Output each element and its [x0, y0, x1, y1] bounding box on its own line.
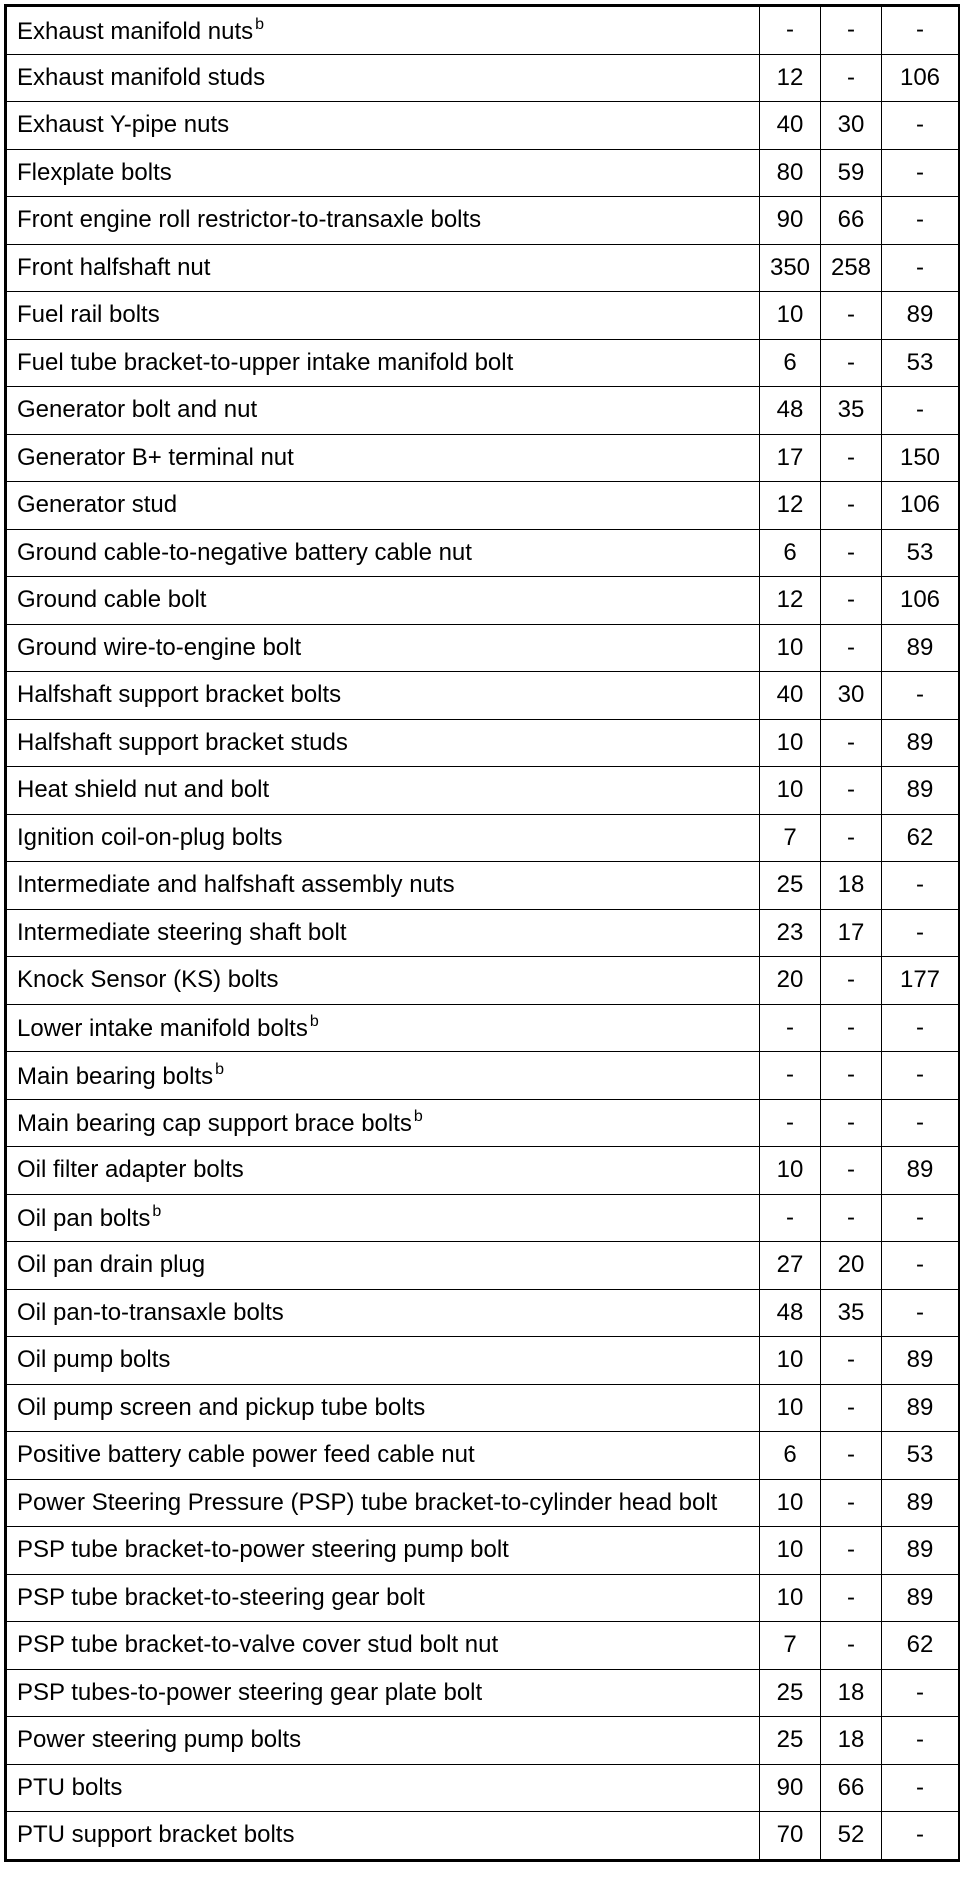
nm-value-cell: 12 — [760, 482, 821, 530]
lbin-value-cell: 62 — [882, 814, 960, 862]
component-cell — [6, 1099, 760, 1147]
component-cell — [6, 1622, 760, 1670]
nm-value-cell: 40 — [760, 672, 821, 720]
nm-value-cell: 10 — [760, 1574, 821, 1622]
lbft-value-cell: 30 — [821, 102, 882, 150]
lbft-value-cell: - — [821, 482, 882, 530]
component-cell — [6, 719, 760, 767]
component-cell — [6, 1337, 760, 1385]
lbin-value-cell: 106 — [882, 577, 960, 625]
component-cell — [6, 957, 760, 1005]
table-row — [6, 1764, 960, 1812]
lbin-value-cell: - — [882, 1289, 960, 1337]
lbin-value-cell: 106 — [882, 482, 960, 530]
torque-spec-table — [4, 4, 960, 1862]
lbin-value-cell: 89 — [882, 719, 960, 767]
lbft-value-cell: - — [821, 1479, 882, 1527]
table-row — [6, 1337, 960, 1385]
lbft-value-cell: 66 — [821, 1764, 882, 1812]
nm-value-cell: - — [760, 1004, 821, 1052]
lbft-value-cell: 66 — [821, 197, 882, 245]
table-row — [6, 1194, 960, 1242]
component-label: Oil pump screen and pickup tube bolts — [17, 1393, 426, 1421]
component-cell — [6, 1052, 760, 1100]
lbin-value-cell: - — [882, 909, 960, 957]
table-row — [6, 1384, 960, 1432]
component-label: Flexplate bolts — [17, 158, 172, 186]
nm-value-cell: 25 — [760, 1717, 821, 1765]
table-row — [6, 909, 960, 957]
lbft-value-cell: 18 — [821, 1717, 882, 1765]
lbin-value-cell: 53 — [882, 1432, 960, 1480]
table-row — [6, 6, 960, 55]
component-cell — [6, 1194, 760, 1242]
lbin-value-cell: 89 — [882, 1147, 960, 1195]
table-row — [6, 719, 960, 767]
component-label: Ground cable bolt — [17, 586, 207, 614]
component-label: PTU bolts — [17, 1773, 123, 1801]
lbft-value-cell: - — [821, 957, 882, 1005]
nm-value-cell: 6 — [760, 339, 821, 387]
nm-value-cell: 27 — [760, 1242, 821, 1290]
lbin-value-cell: - — [882, 244, 960, 292]
component-cell — [6, 387, 760, 435]
lbft-value-cell: 258 — [821, 244, 882, 292]
table-row — [6, 1669, 960, 1717]
table-row — [6, 292, 960, 340]
footnote-marker: b — [255, 15, 265, 33]
nm-value-cell: 12 — [760, 54, 821, 102]
lbin-value-cell: - — [882, 1764, 960, 1812]
lbin-value-cell: 89 — [882, 1384, 960, 1432]
nm-value-cell: 20 — [760, 957, 821, 1005]
lbin-value-cell: 89 — [882, 1337, 960, 1385]
lbft-value-cell: 35 — [821, 1289, 882, 1337]
component-cell — [6, 482, 760, 530]
component-cell — [6, 767, 760, 815]
component-cell — [6, 1764, 760, 1812]
component-label: Generator B+ terminal nut — [17, 443, 294, 471]
nm-value-cell: - — [760, 1194, 821, 1242]
lbft-value-cell: - — [821, 767, 882, 815]
component-label: Front engine roll restrictor-to-transaxle bolts — [17, 206, 482, 234]
component-label: Halfshaft support bracket bolts — [17, 681, 342, 709]
nm-value-cell: 10 — [760, 624, 821, 672]
footnote-marker: b — [152, 1203, 162, 1221]
lbin-value-cell: - — [882, 387, 960, 435]
lbft-value-cell: 20 — [821, 1242, 882, 1290]
lbft-value-cell: - — [821, 1052, 882, 1100]
lbin-value-cell: 150 — [882, 434, 960, 482]
component-cell — [6, 624, 760, 672]
component-cell — [6, 149, 760, 197]
nm-value-cell: 10 — [760, 1479, 821, 1527]
lbin-value-cell: - — [882, 1669, 960, 1717]
component-label: Heat shield nut and bolt — [17, 776, 270, 804]
nm-value-cell: 10 — [760, 1527, 821, 1575]
nm-value-cell: 10 — [760, 1337, 821, 1385]
lbin-value-cell: - — [882, 102, 960, 150]
component-label: Lower intake manifold bolts — [17, 1015, 308, 1043]
table-row — [6, 1242, 960, 1290]
lbft-value-cell: 35 — [821, 387, 882, 435]
table-row — [6, 387, 960, 435]
component-cell — [6, 909, 760, 957]
lbft-value-cell: - — [821, 719, 882, 767]
footnote-marker: b — [309, 1013, 319, 1031]
component-label: Fuel rail bolts — [17, 301, 160, 329]
lbin-value-cell: - — [882, 1194, 960, 1242]
lbin-value-cell: 89 — [882, 1527, 960, 1575]
table-row — [6, 767, 960, 815]
component-label: Halfshaft support bracket studs — [17, 728, 348, 756]
lbin-value-cell: - — [882, 1004, 960, 1052]
lbin-value-cell: 89 — [882, 292, 960, 340]
lbft-value-cell: 52 — [821, 1812, 882, 1861]
component-cell — [6, 102, 760, 150]
lbft-value-cell: 18 — [821, 1669, 882, 1717]
lbin-value-cell: 177 — [882, 957, 960, 1005]
lbft-value-cell: - — [821, 1004, 882, 1052]
lbft-value-cell: - — [821, 1337, 882, 1385]
nm-value-cell: 25 — [760, 1669, 821, 1717]
component-cell — [6, 1574, 760, 1622]
nm-value-cell: 7 — [760, 814, 821, 862]
lbin-value-cell: - — [882, 1052, 960, 1100]
lbft-value-cell: - — [821, 1527, 882, 1575]
lbft-value-cell: - — [821, 292, 882, 340]
lbin-value-cell: 53 — [882, 339, 960, 387]
component-cell — [6, 1004, 760, 1052]
component-label: Ground wire-to-engine bolt — [17, 633, 302, 661]
table-row — [6, 529, 960, 577]
nm-value-cell: 90 — [760, 197, 821, 245]
component-cell — [6, 1432, 760, 1480]
table-row — [6, 862, 960, 910]
lbft-value-cell: 30 — [821, 672, 882, 720]
component-cell — [6, 54, 760, 102]
nm-value-cell: 17 — [760, 434, 821, 482]
component-cell — [6, 672, 760, 720]
component-cell — [6, 1479, 760, 1527]
component-label: Generator bolt and nut — [17, 396, 258, 424]
component-cell — [6, 339, 760, 387]
table-row — [6, 1147, 960, 1195]
table-row — [6, 1622, 960, 1670]
table-row — [6, 1052, 960, 1100]
component-label: PTU support bracket bolts — [17, 1821, 295, 1849]
lbft-value-cell: - — [821, 6, 882, 55]
component-label: PSP tube bracket-to-steering gear bolt — [17, 1583, 425, 1611]
lbft-value-cell: - — [821, 54, 882, 102]
nm-value-cell: 350 — [760, 244, 821, 292]
lbft-value-cell: - — [821, 577, 882, 625]
nm-value-cell: 10 — [760, 767, 821, 815]
nm-value-cell: 10 — [760, 1384, 821, 1432]
lbin-value-cell: - — [882, 6, 960, 55]
lbin-value-cell: - — [882, 149, 960, 197]
component-label: Main bearing bolts — [17, 1062, 214, 1090]
table-row — [6, 1717, 960, 1765]
component-label: Oil pump bolts — [17, 1346, 171, 1374]
torque-spec-body — [6, 6, 960, 1861]
component-cell — [6, 1812, 760, 1861]
lbin-value-cell: - — [882, 862, 960, 910]
component-label: Knock Sensor (KS) bolts — [17, 966, 279, 994]
lbin-value-cell: - — [882, 1099, 960, 1147]
table-row — [6, 624, 960, 672]
table-row — [6, 577, 960, 625]
table-row — [6, 957, 960, 1005]
component-label: Oil pan bolts — [17, 1205, 151, 1233]
nm-value-cell: 25 — [760, 862, 821, 910]
footnote-marker: b — [215, 1060, 225, 1078]
nm-value-cell: 23 — [760, 909, 821, 957]
component-cell — [6, 6, 760, 55]
nm-value-cell: 48 — [760, 387, 821, 435]
table-row — [6, 197, 960, 245]
table-row — [6, 482, 960, 530]
component-label: Power Steering Pressure (PSP) tube bracket-to-cylinder head bolt — [17, 1488, 718, 1516]
component-cell — [6, 244, 760, 292]
table-row — [6, 102, 960, 150]
component-label: Intermediate and halfshaft assembly nuts — [17, 871, 455, 899]
nm-value-cell: 12 — [760, 577, 821, 625]
lbin-value-cell: 89 — [882, 1479, 960, 1527]
component-label: Front halfshaft nut — [17, 253, 211, 281]
component-label: Ignition coil-on-plug bolts — [17, 823, 283, 851]
lbin-value-cell: - — [882, 1812, 960, 1861]
lbft-value-cell: - — [821, 1384, 882, 1432]
component-cell — [6, 1527, 760, 1575]
lbin-value-cell: 106 — [882, 54, 960, 102]
nm-value-cell: 6 — [760, 529, 821, 577]
lbft-value-cell: - — [821, 624, 882, 672]
table-row — [6, 1812, 960, 1861]
lbin-value-cell: 89 — [882, 624, 960, 672]
nm-value-cell: 90 — [760, 1764, 821, 1812]
component-cell — [6, 434, 760, 482]
table-row — [6, 434, 960, 482]
lbft-value-cell: - — [821, 1147, 882, 1195]
table-row — [6, 1289, 960, 1337]
component-cell — [6, 862, 760, 910]
nm-value-cell: 10 — [760, 719, 821, 767]
lbin-value-cell: - — [882, 672, 960, 720]
table-row — [6, 814, 960, 862]
component-label: Generator stud — [17, 491, 178, 519]
component-label: Ground cable-to-negative battery cable nut — [17, 538, 472, 566]
nm-value-cell: - — [760, 1099, 821, 1147]
lbin-value-cell: 53 — [882, 529, 960, 577]
nm-value-cell: 6 — [760, 1432, 821, 1480]
component-cell — [6, 1717, 760, 1765]
component-cell — [6, 1242, 760, 1290]
lbin-value-cell: - — [882, 1242, 960, 1290]
component-label: PSP tube bracket-to-valve cover stud bolt nut — [17, 1631, 499, 1659]
component-label: Oil filter adapter bolts — [17, 1156, 244, 1184]
component-cell — [6, 1147, 760, 1195]
nm-value-cell: 80 — [760, 149, 821, 197]
lbft-value-cell: - — [821, 434, 882, 482]
lbft-value-cell: - — [821, 1432, 882, 1480]
lbft-value-cell: - — [821, 339, 882, 387]
table-row — [6, 1479, 960, 1527]
component-label: PSP tube bracket-to-power steering pump bolt — [17, 1536, 509, 1564]
lbft-value-cell: 59 — [821, 149, 882, 197]
table-row — [6, 149, 960, 197]
footnote-marker: b — [413, 1108, 423, 1126]
component-label: Positive battery cable power feed cable nut — [17, 1441, 475, 1469]
lbft-value-cell: 18 — [821, 862, 882, 910]
component-cell — [6, 1669, 760, 1717]
lbft-value-cell: 17 — [821, 909, 882, 957]
nm-value-cell: 48 — [760, 1289, 821, 1337]
lbft-value-cell: - — [821, 814, 882, 862]
table-row — [6, 1527, 960, 1575]
component-label: Exhaust Y-pipe nuts — [17, 111, 230, 139]
nm-value-cell: 10 — [760, 1147, 821, 1195]
component-cell — [6, 814, 760, 862]
component-label: Power steering pump bolts — [17, 1726, 302, 1754]
lbin-value-cell: 89 — [882, 767, 960, 815]
component-label: Oil pan-to-transaxle bolts — [17, 1298, 284, 1326]
lbin-value-cell: - — [882, 1717, 960, 1765]
component-cell — [6, 197, 760, 245]
lbft-value-cell: - — [821, 1194, 882, 1242]
component-cell — [6, 1289, 760, 1337]
component-label: PSP tubes-to-power steering gear plate bolt — [17, 1678, 483, 1706]
component-cell — [6, 1384, 760, 1432]
nm-value-cell: - — [760, 6, 821, 55]
component-cell — [6, 577, 760, 625]
table-row — [6, 339, 960, 387]
component-label: Fuel tube bracket-to-upper intake manifold bolt — [17, 348, 514, 376]
nm-value-cell: 7 — [760, 1622, 821, 1670]
lbft-value-cell: - — [821, 1622, 882, 1670]
nm-value-cell: - — [760, 1052, 821, 1100]
table-row — [6, 672, 960, 720]
lbft-value-cell: - — [821, 529, 882, 577]
table-row — [6, 1432, 960, 1480]
component-label: Intermediate steering shaft bolt — [17, 918, 347, 946]
table-row — [6, 1099, 960, 1147]
lbft-value-cell: - — [821, 1574, 882, 1622]
table-row — [6, 1574, 960, 1622]
component-label: Oil pan drain plug — [17, 1251, 206, 1279]
lbin-value-cell: 62 — [882, 1622, 960, 1670]
nm-value-cell: 40 — [760, 102, 821, 150]
component-cell — [6, 529, 760, 577]
nm-value-cell: 10 — [760, 292, 821, 340]
lbin-value-cell: - — [882, 197, 960, 245]
nm-value-cell: 70 — [760, 1812, 821, 1861]
component-label: Exhaust manifold nuts — [17, 17, 254, 45]
table-row — [6, 54, 960, 102]
lbin-value-cell: 89 — [882, 1574, 960, 1622]
component-label: Main bearing cap support brace bolts — [17, 1110, 412, 1138]
lbft-value-cell: - — [821, 1099, 882, 1147]
table-row — [6, 244, 960, 292]
component-label: Exhaust manifold studs — [17, 63, 266, 91]
component-cell — [6, 292, 760, 340]
table-row — [6, 1004, 960, 1052]
